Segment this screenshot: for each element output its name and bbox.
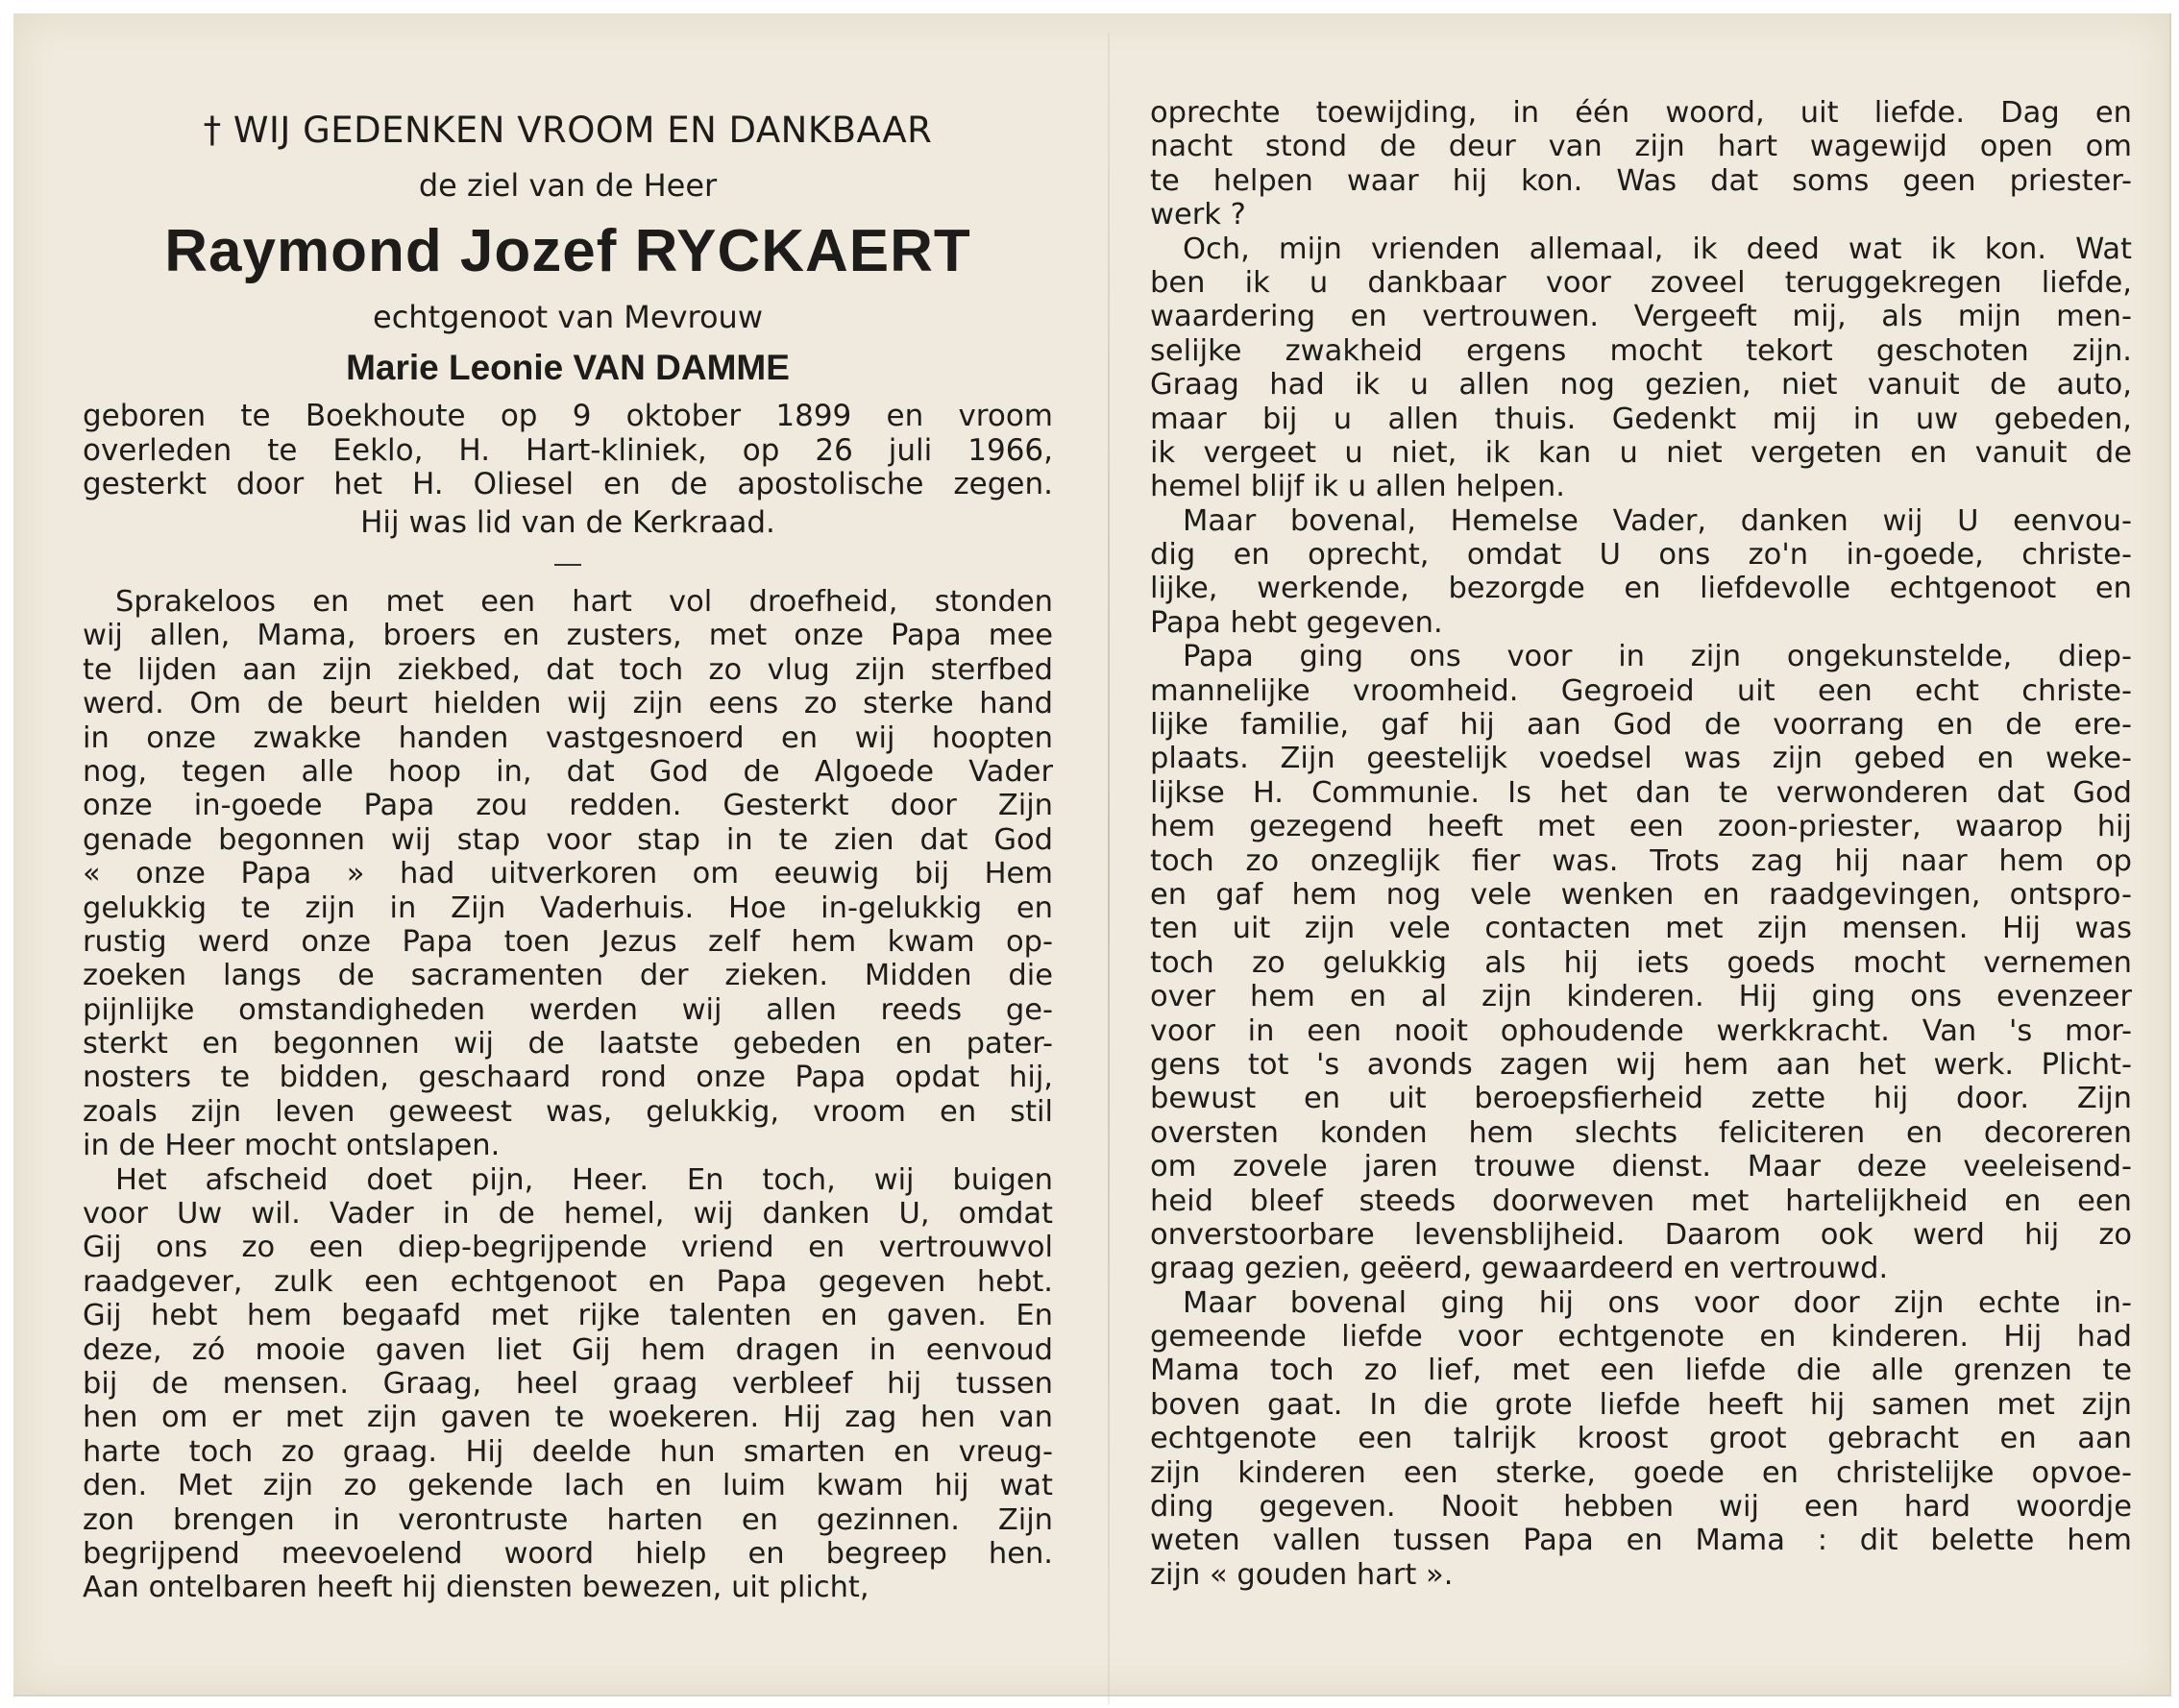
text-line: in de Heer mocht ontslapen. (83, 1129, 501, 1163)
text-line: Graag had ik u allen nog gezien, niet vanuit de auto, (1150, 368, 2132, 403)
text-line: heid bleef steeds doorweven met hartelijkheid en een (1150, 1183, 2132, 1218)
membership-line: Hij was lid van de Kerkraad. (360, 505, 775, 540)
text-line: pijnlijke omstandigheden werden wij allen reeds ge- (83, 992, 1053, 1027)
right-text-column (1150, 96, 2132, 1592)
text-line: ding gegeven. Nooit hebben wij een hard woordje (1150, 1490, 2132, 1525)
text-line: raadgever, zulk een echtgenoot en Papa gegeven hebt. (83, 1264, 1053, 1299)
text-line: hemel blijf ik u allen helpen. (1150, 470, 1565, 504)
bio-line: gesterkt door het H. Oliesel en de apostolische zegen. (83, 468, 1053, 501)
memorial-title: † WIJ GEDENKEN VROOM EN DANKBAAR (203, 110, 933, 151)
text-line: Gij ons zo een diep-begrijpende vriend en vertrouwvol (83, 1231, 1053, 1265)
text-line: te helpen waar hij kon. Was dat soms geen priester- (1150, 163, 2132, 198)
text-line: in onze zwakke handen vastgesnoerd en wij hoopten (83, 720, 1053, 755)
text-line: hen om er met zijn gaven te woekeren. Hij zag hen van (83, 1401, 1053, 1435)
memorial-card (13, 13, 2171, 1696)
text-line: toch zo gelukkig als hij iets goeds mocht vernemen (1150, 945, 2132, 980)
text-line: maar bij u allen thuis. Gedenkt mij in uw gebeden, (1150, 402, 2132, 436)
text-line: begrijpend meevoelend woord hielp en begreep hen. (83, 1536, 1053, 1571)
text-line: boven gaat. In die grote liefde heeft hij samen met zijn (1150, 1387, 2132, 1422)
text-line: oversten konden hem slechts feliciteren en decoreren (1150, 1115, 2132, 1150)
text-line: sterkt en begonnen wij de laatste gebeden en pater- (83, 1027, 1053, 1061)
text-line: rustig werd onze Papa toen Jezus zelf hem kwam op- (83, 924, 1053, 959)
bio-block (83, 400, 1053, 502)
text-line: Gij hebt hem begaafd met rijke talenten en gaven. En (83, 1299, 1053, 1333)
text-line: over hem en al zijn kinderen. Hij ging ons evenzeer (1150, 980, 2132, 1014)
text-line: ten uit zijn vele contacten met zijn mensen. Hij was (1150, 912, 2132, 946)
bio-line: geboren te Boekhoute op 9 oktober 1899 en vroom (83, 400, 1053, 433)
text-line: bij de mensen. Graag, heel graag verbleef hij tussen (83, 1366, 1053, 1401)
text-line: echtgenote een talrijk kroost groot gebracht en aan (1150, 1422, 2132, 1456)
left-text-column (83, 585, 1053, 1605)
text-line: nosters te bidden, geschaard rond onze Papa opdat hij, (83, 1061, 1053, 1095)
text-line: zoeken langs de sacramenten der zieken. Midden die (83, 959, 1053, 993)
text-line: wij allen, Mama, broers en zusters, met onze Papa mee (83, 619, 1053, 653)
text-line: zijn kinderen een sterke, goede en christelijke opvoe- (1150, 1455, 2132, 1490)
text-line: zon brengen in verontruste harten en gezinnen. Zijn (83, 1502, 1053, 1537)
text-line: voor in een nooit ophoudende werkkracht. Van 's mor- (1150, 1013, 2132, 1048)
text-line: Mama toch zo lief, met een liefde die alle grenzen te (1150, 1354, 2132, 1388)
text-line: selijke zwakheid ergens mocht tekort geschoten zijn. (1150, 333, 2132, 368)
text-line: onze in-goede Papa zou redden. Gesterkt door Zijn (83, 789, 1053, 823)
text-line: Maar bovenal ging hij ons voor door zijn echte in- (1183, 1285, 2132, 1320)
text-line: Aan ontelbaren heeft hij diensten bewezen, uit plicht, (83, 1571, 869, 1605)
text-line: Sprakeloos en met een hart vol droefheid, stonden (115, 585, 1053, 619)
text-line: zijn « gouden hart ». (1150, 1557, 1454, 1592)
text-line: genade begonnen wij stap voor stap in te zien dat God (83, 822, 1053, 857)
text-line: lijke, werkende, bezorgde en liefdevolle echtgenoot en (1150, 572, 2132, 606)
text-line: mannelijke vroomheid. Gegroeid uit een echt christe- (1150, 673, 2132, 708)
spouse-name: Marie Leonie VAN DAMME (346, 348, 790, 387)
text-line: lijkse H. Communie. Is het dan te verwonderen dat God (1150, 775, 2132, 810)
text-line: en gaf hem nog vele wenken en raadgevingen, ontspro- (1150, 877, 2132, 912)
text-line: Het afscheid doet pijn, Heer. En toch, wij buigen (115, 1162, 1053, 1197)
text-line: werd. Om de beurt hielden wij zijn eens zo sterke hand (83, 687, 1053, 721)
text-line: Maar bovenal, Hemelse Vader, danken wij U eenvou- (1183, 503, 2132, 538)
text-line: gemeende liefde voor echtgenote en kinderen. Hij had (1150, 1320, 2132, 1354)
text-line: hem gezegend heeft met een zoon-priester, waarop hij (1150, 810, 2132, 844)
text-line: te lijden aan zijn ziekbed, dat toch zo vlug zijn sterfbed (83, 652, 1053, 687)
text-line: bewust en uit beroepsfierheid zette hij door. Zijn (1150, 1082, 2132, 1116)
soul-line: de ziel van de Heer (418, 167, 718, 204)
text-line: nog, tegen alle hoop in, dat God de Algoede Vader (83, 754, 1053, 789)
text-line: werk ? (1150, 198, 1246, 232)
text-line: oprechte toewijding, in één woord, uit liefde. Dag en (1150, 96, 2132, 130)
text-line: ben ik u dankbaar voor zoveel teruggekregen liefde, (1150, 265, 2132, 300)
text-line: om zovele jaren trouwe dienst. Maar deze veeleisend- (1150, 1150, 2132, 1184)
text-line: deze, zó mooie gaven liet Gij hem dragen in eenvoud (83, 1332, 1053, 1367)
deceased-name: Raymond Jozef RYCKAERT (164, 218, 971, 284)
text-line: toch zo onzeglijk fier was. Trots zag hij naar hem op (1150, 843, 2132, 878)
card-fold-line (1108, 33, 1110, 1704)
text-line: Papa ging ons voor in zijn ongekunstelde, diep- (1183, 640, 2132, 674)
spouse-intro: echtgenoot van Mevrouw (373, 299, 763, 335)
text-line: ik vergeet u niet, ik kan u niet vergeten en vanuit de (1150, 435, 2132, 470)
separator-dash (554, 564, 581, 566)
text-line: « onze Papa » had uitverkoren om eeuwig bij Hem (83, 857, 1053, 891)
text-line: waardering en vertrouwen. Vergeeft mij, als mijn men- (1150, 300, 2132, 334)
text-line: voor Uw wil. Vader in de hemel, wij danken U, omdat (83, 1197, 1053, 1232)
text-line: weten vallen tussen Papa en Mama : dit belette hem (1150, 1524, 2132, 1558)
text-line: Papa hebt gegeven. (1150, 605, 1443, 640)
bio-line: overleden te Eeklo, H. Hart-kliniek, op 26 juli 1966, (83, 433, 1053, 468)
text-line: harte toch zo graag. Hij deelde hun smarten en vreug- (83, 1434, 1053, 1469)
text-line: den. Met zijn zo gekende lach en luim kwam hij wat (83, 1469, 1053, 1503)
text-line: nacht stond de deur van zijn hart wagewijd open om (1150, 130, 2132, 164)
text-line: plaats. Zijn geestelijk voedsel was zijn gebed en weke- (1150, 742, 2132, 776)
text-line: graag gezien, geëerd, gewaardeerd en vertrouwd. (1150, 1252, 1889, 1286)
text-line: zoals zijn leven geweest was, gelukkig, vroom en stil (83, 1094, 1053, 1129)
text-line: gens tot 's avonds zagen wij hem aan het werk. Plicht- (1150, 1047, 2132, 1082)
text-line: gelukkig te zijn in Zijn Vaderhuis. Hoe in-gelukkig en (83, 891, 1053, 925)
text-line: lijke familie, gaf hij aan God de voorrang en de ere- (1150, 708, 2132, 743)
text-line: dig en oprecht, omdat U ons zo'n in-goede, christe- (1150, 538, 2132, 573)
text-line: Och, mijn vrienden allemaal, ik deed wat ik kon. Wat (1183, 232, 2132, 266)
text-line: onverstoorbare levensblijheid. Daarom ook werd hij zo (1150, 1217, 2132, 1252)
